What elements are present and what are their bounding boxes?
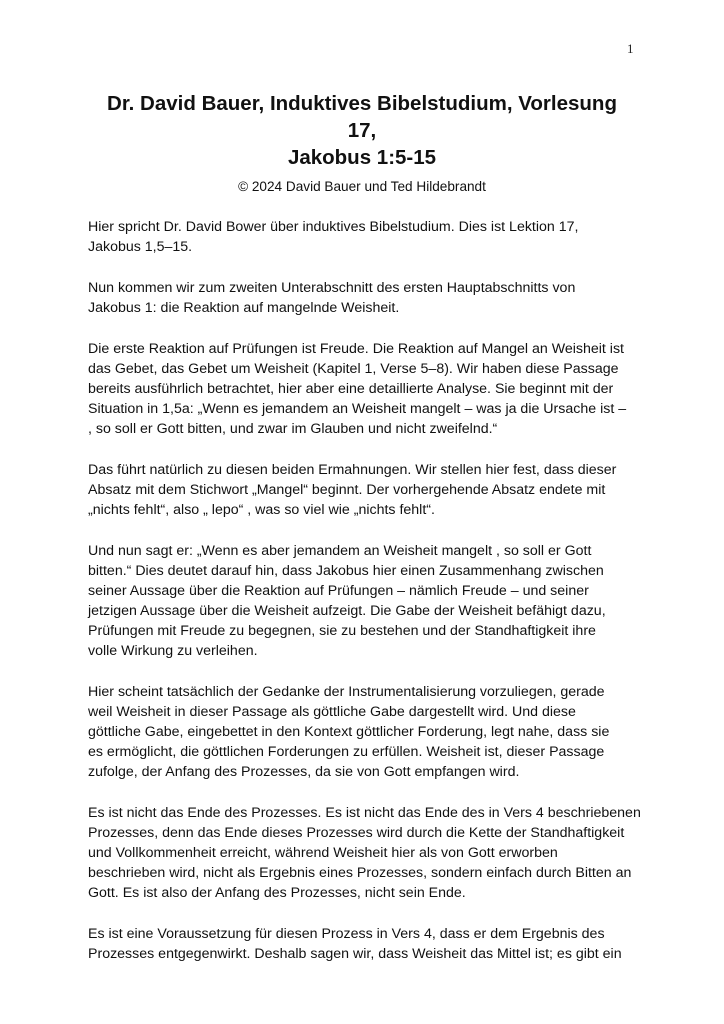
paragraph: [88, 460, 648, 520]
paragraph-line: Das führt natürlich zu diesen beiden Ermahnungen. Wir stellen hier fest, dass dieser: [88, 462, 617, 478]
paragraph: [88, 924, 648, 964]
paragraph-line: Und nun sagt er: „Wenn es aber jemandem an Weisheit mangelt , so soll er Gott: [88, 543, 592, 559]
paragraph-line: Jakobus 1: die Reaktion auf mangelnde Weisheit.: [88, 300, 400, 316]
paragraph-line: Es ist nicht das Ende des Prozesses. Es ist nicht das Ende des in Vers 4 beschriebenen: [88, 805, 641, 821]
paragraph-line: göttliche Gabe, eingebettet in den Kontext göttlicher Forderung, legt nahe, dass sie: [88, 724, 610, 740]
paragraph-line: , so soll er Gott bitten, und zwar im Glauben und nicht zweifelnd.“: [88, 421, 498, 437]
paragraph-line: bereits ausführlich betrachtet, hier aber eine detaillierte Analyse. Sie beginnt mit der: [88, 381, 614, 397]
paragraph-line: Jakobus 1,5–15.: [88, 239, 193, 255]
paragraph-line: Prozesses, denn das Ende dieses Prozesses wird durch die Kette der Standhaftigkeit: [88, 825, 625, 841]
paragraph-line: Die erste Reaktion auf Prüfungen ist Freude. Die Reaktion auf Mangel an Weisheit ist: [88, 341, 624, 357]
page-number: 1: [627, 41, 634, 56]
paragraph: [88, 803, 648, 903]
paragraph: [88, 217, 648, 257]
document-body: [88, 217, 648, 985]
copyright-notice: © 2024 David Bauer und Ted Hildebrandt: [238, 179, 486, 194]
paragraph-line: Nun kommen wir zum zweiten Unterabschnitt des ersten Hauptabschnitts von: [88, 280, 576, 296]
paragraph-line: seiner Aussage über die Reaktion auf Prüfungen – nämlich Freude – und seiner: [88, 583, 589, 599]
paragraph: [88, 278, 648, 318]
paragraph-line: und Vollkommenheit erreicht, während Weisheit hier als von Gott erworben: [88, 845, 558, 861]
title-line: Dr. David Bauer, Induktives Bibelstudium, Vorlesung: [107, 92, 617, 115]
paragraph-line: Gott. Es ist also der Anfang des Prozesses, nicht sein Ende.: [88, 885, 466, 901]
paragraph-line: Es ist eine Voraussetzung für diesen Prozess in Vers 4, dass er dem Ergebnis des: [88, 926, 605, 942]
paragraph: [88, 682, 648, 782]
paragraph-line: volle Wirkung zu verleihen.: [88, 643, 258, 659]
paragraph-line: Prozesses entgegenwirkt. Deshalb sagen wir, dass Weisheit das Mittel ist; es gibt ein: [88, 946, 622, 962]
paragraph: [88, 541, 648, 661]
paragraph-line: weil Weisheit in dieser Passage als göttliche Gabe dargestellt wird. Und diese: [88, 704, 576, 720]
title-line: 17,: [347, 119, 377, 142]
paragraph-line: jetzigen Aussage über die Weisheit aufzeigt. Die Gabe der Weisheit befähigt dazu,: [88, 603, 606, 619]
paragraph-line: Prüfungen mit Freude zu begegnen, sie zu bestehen und der Standhaftigkeit ihre: [88, 623, 596, 639]
paragraph-line: Absatz mit dem Stichwort „Mangel“ beginnt. Der vorhergehende Absatz endete mit: [88, 482, 606, 498]
paragraph-line: bitten.“ Dies deutet darauf hin, dass Jakobus hier einen Zusammenhang zwischen: [88, 563, 604, 579]
paragraph-line: Hier scheint tatsächlich der Gedanke der Instrumentalisierung vorzuliegen, gerade: [88, 684, 605, 700]
paragraph-line: zufolge, der Anfang des Prozesses, da sie von Gott empfangen wird.: [88, 764, 520, 780]
paragraph-line: beschrieben wird, nicht als Ergebnis eines Prozesses, sondern einfach durch Bitten an: [88, 865, 632, 881]
document-title: [80, 90, 644, 171]
paragraph-line: das Gebet, das Gebet um Weisheit (Kapitel 1, Verse 5–8). Wir haben diese Passage: [88, 361, 619, 377]
paragraph-line: es ermöglicht, die göttlichen Forderungen zu erfüllen. Weisheit ist, dieser Passage: [88, 744, 605, 760]
paragraph-line: „nichts fehlt“, also „ lepo“ , was so viel wie „nichts fehlt“.: [88, 502, 435, 518]
paragraph-line: Hier spricht Dr. David Bower über induktives Bibelstudium. Dies ist Lektion 17,: [88, 219, 579, 235]
title-line: Jakobus 1:5-15: [287, 146, 437, 169]
paragraph: [88, 339, 648, 439]
paragraph-line: Situation in 1,5a: „Wenn es jemandem an Weisheit mangelt – was ja die Ursache ist –: [88, 401, 627, 417]
